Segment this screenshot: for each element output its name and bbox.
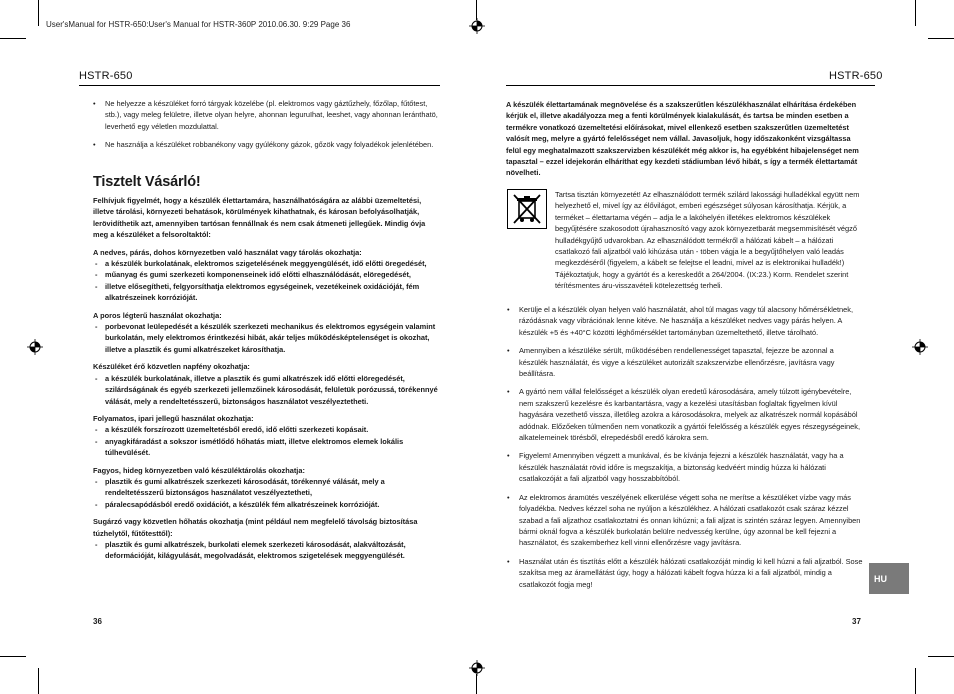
page-header-left: HSTR-650 <box>79 70 133 82</box>
list-item: • Az elektromos áramütés veszélyének elkerülése végett soha ne merítse a készüléket vízbe vagy más folyadékba. Nedves kézzel soha ne nyúljon a készülékhez. A hálózati csatlakozót csak száraz kézzel szabad a fali aljzathoz csatlakoztatni és onnan kihúzni; a fali aljzat is szintén száraz legyen. Amennyiben bármi oknál fogva a készülék burkolatán belülre nedvesség kerülne, úgy azonnal be kell fejezni a használatot, és szakemberhez kell vinni ellenőrzésre vagy javításra. <box>507 492 861 548</box>
list-item: - plasztik és gumi alkatrészek, burkolati elemek szerkezeti károsodását, alakváltozását, deformációját, kilágyulását, megolvadását, elektromos szigetelések meggyengülését. <box>95 539 406 561</box>
list-item: • A gyártó nem vállal felelősséget a készülék olyan eredetű károsodására, amely túlzott igénybevételre, nem szakszerű kezelésre és karbantartásra, vagy a kezelési utasításban foglaltak figyelmen kívül hagyására vezethető vissza, illetőleg azokra a károsodásokra, melyek az alkatrészek normál kopásából adódnak. Előzőeken túlmenően nem vonatkozik a gyártói felelősség a készülék egyes részegységeinek, alkatelemeinek törésből, elrepedésből eredő károkra sem. <box>507 387 860 443</box>
warranty-paragraph: A készülék élettartamának megnövelése és a szakszerűtlen készülékhasználat elhárítása érdekében kérjük el, illetve akadályozza meg a fenti körülmények kialakulását, és tartsa be minden esetben a termékre vonatkozó üzemeltetési előírásokat, mivel ellenkező esetben szakszerűtlen üzemeltetést valósít meg, melyre a gyártó felelősséget nem vállal. Javasoljuk, hogy időszakonként vizsgáltassa felül egy meghatalmazott szakszervizben készülékét még akkor is, ha egyébként hibajelenséget nem tapasztal – ezzel idejekorán elháríthat egy kezdeti stádiumban lévő hibát, s így a termék élettartamát növelheti. <box>506 100 859 178</box>
section-list <box>93 476 441 510</box>
page-title: Tisztelt Vásárló! <box>93 174 201 190</box>
list-item: • Ne használja a készüléket robbanékony vagy gyúlékony gázok, gőzök vagy folyadékok jelenlétében. <box>93 140 434 150</box>
list-item: • Ne helyezze a készüléket forró tárgyak közelébe (pl. elektromos vagy gáztűzhely, főzőlap, fűtőtest, stb.), vagy meleg felületre, illetve olyan helyre, ahonnan leguruIhat, leeshet, vagy ahonnan leránthatö, leverhető egy véletlen mozdulattal. <box>93 99 438 131</box>
dash-icon: - <box>95 259 98 269</box>
section-heading: Fagyos, hideg környezetben való készüléktárolás okozhatja: <box>93 465 305 475</box>
dash-icon: - <box>95 270 98 280</box>
bullet-icon: • <box>507 492 510 502</box>
dash-icon: - <box>95 373 98 383</box>
header-rule-right <box>506 85 875 86</box>
list-item: - a készülék burkolatának, elektromos szigetelésének meggyengülését, idő előtti öregedését, <box>95 259 427 269</box>
list-item: • Amennyiben a készüléke sérült, működésében rendellenességet tapasztal, fejezze be azonnal a készülék használatát, és vigye a készüléket autorizált szakszervizbe ellenőrzésre, javításra vagy beállításra. <box>507 346 835 379</box>
list-item: - páralecsapódásból eredő oxidációt, a készülék fém alkatrészeinek korrózióját. <box>95 499 380 509</box>
left-bullet-list <box>93 98 441 158</box>
right-bullet-list <box>507 304 863 597</box>
section-list <box>93 258 441 304</box>
header-rule-left <box>79 85 440 86</box>
section-list <box>93 424 441 458</box>
dash-icon: - <box>95 322 98 332</box>
list-item: - a készülék forszírozott üzemeltetésből eredő, idő előtti szerkezeti kopásait. <box>95 425 369 435</box>
crossed-out-wheelie-bin-icon <box>507 189 547 229</box>
list-item: - porbevonat leülepedését a készülék szerkezeti mechanikus és elektromos egységein valamint burkolatán, mely elektromos érintkezési hibát, akár teljes működésképtelenséget is okozhat, illetve a plasztik és gumi alkatrészeket károsíthatja. <box>95 322 436 354</box>
dash-icon: - <box>95 281 98 291</box>
registration-mark-icon <box>27 339 43 355</box>
dash-icon: - <box>95 539 98 549</box>
section-heading: A nedves, párás, dohos környezetben való használat vagy tárolás okozhatja: <box>93 247 362 257</box>
left-body <box>93 195 441 568</box>
list-item: - illetve elősegítheti, felgyorsíthatja elektromos egységeinek, vezetékeinek oxidációját, fém alkatrészeinek korrózióját. <box>95 281 420 303</box>
printer-slug: User'sManual for HSTR-650:User's Manual for HSTR-360P 2010.06.30. 9:29 Page 36 <box>46 20 351 29</box>
bullet-icon: • <box>507 346 510 356</box>
list-item: - anyagkifáradást a sokszor ismétlődő hőhatás miatt, illetve elektromos elemek lokális túlhevülését. <box>95 436 404 458</box>
page-number-right: 37 <box>852 617 861 626</box>
bullet-icon: • <box>93 140 96 150</box>
bullet-icon: • <box>93 99 96 108</box>
dash-icon: - <box>95 436 98 446</box>
section-list <box>93 539 441 562</box>
list-item: - plasztik és gumi alkatrészek szerkezeti károsodását, törékennyé válását, mely a rendeltetésszerű biztonságos használatot veszélyeztetheti, <box>95 476 385 498</box>
bullet-icon: • <box>507 451 510 461</box>
registration-mark-icon <box>912 339 928 355</box>
section-heading: Sugárzó vagy közvetlen hőhatás okozhatja (mint például nem megfelelő távolság biztosítása túzhelytől, fűtőtesttől): <box>93 517 418 538</box>
registration-mark-icon <box>469 18 485 34</box>
page-number-left: 36 <box>93 617 102 626</box>
dash-icon: - <box>95 425 98 435</box>
dash-icon: - <box>95 476 98 486</box>
section-list <box>93 373 441 407</box>
intro-paragraph: Felhívjuk figyelmét, hogy a készülék élettartamára, használhatóságára az alábbi üzemeltetési, illetve tárolási, környezeti behatások, körülmények kihathatnak, és károsan befolyásolhatják, lerövidíthetik azt, amennyiben tartósan fennállnak és nem csak átmeneti jellegűek. Mindig óvja meg a készüléket a felsoroltaktól: <box>93 196 426 240</box>
list-item: - a készülék burkolatának, illetve a plasztik és gumi alkatrészek idő előtti elöregedését, szilárdságának és egyéb szerkezeti jellemzőinek károsodását, felületük porózussá, törékennyé válását, mely a rendeltetésszerű, biztonságos használatot veszélyeztetheti. <box>95 373 438 406</box>
section-heading: Készüléket érő közvetlen napfény okozhatja: <box>93 362 250 372</box>
list-item: - műanyag és gumi szerkezeti komponenseinek idő előtti elhasználódását, elöregedését, <box>95 270 411 280</box>
bullet-icon: • <box>507 556 510 566</box>
page-header-right: HSTR-650 <box>829 70 883 82</box>
registration-mark-icon <box>469 660 485 676</box>
weee-notice: Tartsa tisztán környezetét! Az elhasználódott termék szilárd lakossági hulladékkal együtt nem helyezhető el, mivel így az élővilágot, emberi egészséget súlyosan károsíthatja. Kérjük, a terméket – élettartama végén – adja le a lakóhelyén illetékes elektromos készülékek begyűjtésére szakosodott újrahasznosító vagy azok környezetbarát megsemmisítését végző hulladékgyűjtő udvarokban. Az elhasználódott termékről a hálózati kábelt – a hálózati csatlakozó fali aljzatból való kihúzása után - töben vágja le a begyűjtőhelyen való leadás megkezdéséről (figyelem, a kábelt se felejtse el leadni, mivel az is elektronikai hulladék!) Tájékoztatjuk, hogy a gyártót és a kereskedőt a 264/2004. (IX:23.) Korm. Rendelet szerint térítésmentes áru-visszavételi kötelezettség terheli. <box>555 190 860 291</box>
list-item: • Használat után és tisztítás előtt a készülék hálózati csatlakozóját mindig ki kell húzni a fali aljzatból. Sose szakítsa meg az áramellátást úgy, hogy a hálózati kábelt fogva húzza ki a fali aljzatból, mindig a csatlakozót fogja meg! <box>507 556 863 589</box>
list-item: • Figyelem! Amennyiben végzett a munkával, és be kívánja fejezni a készülék használatát, vagy ha a készülék használatát rövid időre is megszakítja, a biztonság kedvéért mindig húzza ki hálózati csatlakozóját a fali aljzatból vagy hosszabbítóból. <box>507 451 844 484</box>
bullet-icon: • <box>507 305 510 314</box>
dash-icon: - <box>95 499 98 509</box>
section-list <box>93 321 441 355</box>
section-heading: Folyamatos, ipari jellegű használat okozhatja: <box>93 413 254 423</box>
language-tab: HU <box>869 563 909 594</box>
bullet-icon: • <box>507 387 510 397</box>
list-item: • Kerülje el a készülék olyan helyen való használatát, ahol túl magas vagy túl alacsony hőmérsékletnek, rázódásnak vagy vibrációnak lenne kitéve. Ne használja a készüléket nedves vagy párás helyen. A készülék +5 és +40°C közötti léghőmérséklet tartományban üzemeltethető, illetve tárolható. <box>507 305 854 337</box>
section-heading: A poros légterű használat okozhatja: <box>93 310 222 320</box>
